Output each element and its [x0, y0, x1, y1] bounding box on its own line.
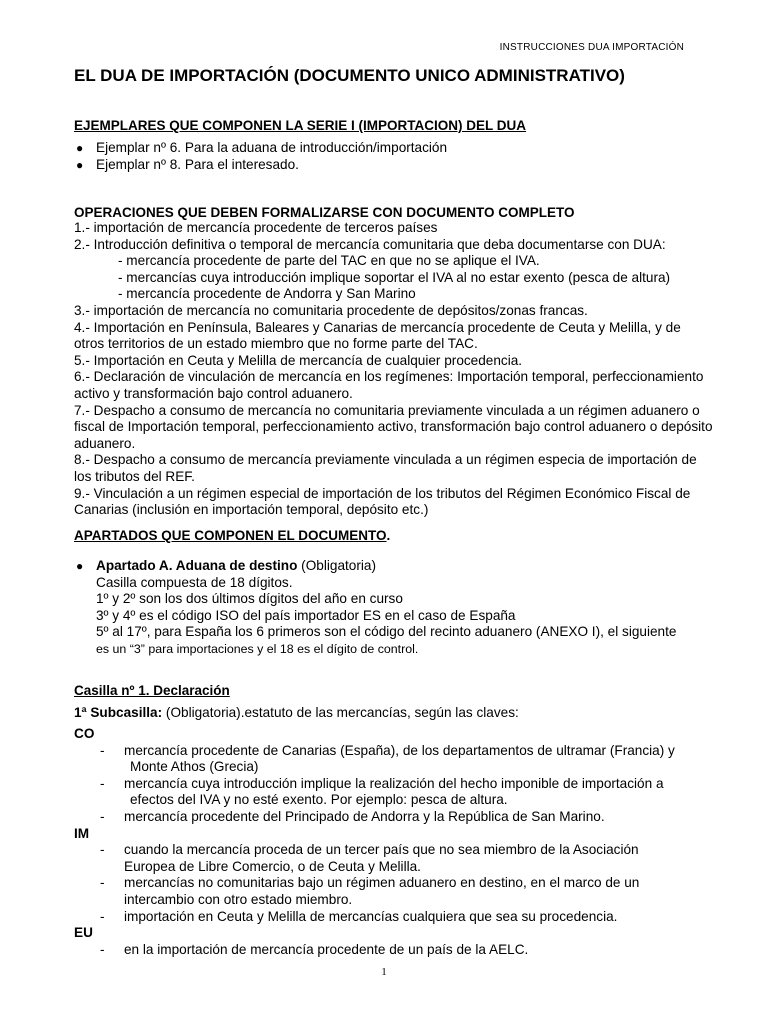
- list-item: - mercancía cuya introducción implique la realización del hecho imponible de importación a efectos del IVA y no esté exento. Por ejemplo: pesca de altura.: [100, 775, 664, 808]
- list-item: - importación en Ceuta y Melilla de mercancías cualquiera que sea su procedencia.: [100, 908, 618, 924]
- section-heading-ejemplares: EJEMPLARES QUE COMPONEN LA SERIE I (IMPORTACION) DEL DUA: [74, 118, 527, 133]
- list-item: 2.- Introducción definitiva o temporal de mercancía comunitaria que deba documentarse con DUA:: [74, 236, 666, 252]
- list-item: 3.- importación de mercancía no comunitaria procedente de depósitos/zonas francas.: [74, 302, 588, 318]
- list-item: - mercancías no comunitarias bajo un régimen aduanero en destino, en el marco de un intercambio con otro estado miembro.: [100, 875, 640, 907]
- list-item: - cuando la mercancía proceda de un tercer país que no sea miembro de la Asociación Europea de Libre Comercio, o de Ceuta y Melilla.: [100, 842, 639, 874]
- section-heading-casilla-1: Casilla nº 1. Declaración: [74, 683, 230, 698]
- section-heading-operaciones: OPERACIONES QUE DEBEN FORMALIZARSE CON DOCUMENTO COMPLETO: [74, 205, 575, 220]
- subcasilla-line: 1ª Subcasilla: (Obligatoria).estatuto de las mercancías, según las claves:: [74, 705, 519, 720]
- list-item: - mercancía procedente de Canarias (España), de los departamentos de ultramar (Francia) y Monte Athos (Grecia): [100, 742, 675, 775]
- code-label-eu: EU: [74, 925, 93, 941]
- apartado-note: (Obligatoria): [297, 558, 376, 573]
- list-item: 5.- Importación en Ceuta y Melilla de mercancía de cualquier procedencia.: [74, 352, 523, 368]
- code-label-im: IM: [74, 825, 90, 841]
- list-item: - en la importación de mercancía procedente de un país de la AELC.: [100, 941, 529, 957]
- apartado-title: Apartado A. Aduana de destino: [96, 558, 298, 573]
- document-title: EL DUA DE IMPORTACIÓN (DOCUMENTO UNICO ADMINISTRATIVO): [74, 66, 625, 85]
- running-header: INSTRUCCIONES DUA IMPORTACIÓN: [499, 42, 684, 53]
- bullet-icon: ●: [76, 141, 84, 155]
- ejemplares-list: [74, 140, 447, 173]
- list-item: - mercancía procedente del Principado de Andorra y la República de San Marino.: [100, 808, 605, 824]
- list-item: ● Ejemplar nº 6. Para la aduana de introducción/importación: [76, 140, 448, 155]
- apartado-a: ● Apartado A. Aduana de destino (Obligatoria) Casilla compuesta de 18 dígitos. 1º y 2º son los dos últimos dígitos del año en curso 3º y 4º es el código ISO del país importador ES en el caso de España 5º al 17º, para España los 6 primeros son el código del recinto aduanero (ANEXO I), el siguiente es un “3” para importaciones y el 18 es el dígito de control.: [76, 558, 677, 656]
- code-label-co: CO: [74, 726, 95, 741]
- bullet-icon: ●: [76, 157, 84, 172]
- section-heading-apartados: APARTADOS QUE COMPONEN EL DOCUMENTO.: [74, 528, 391, 543]
- list-item: 8.- Despacho a consumo de mercancía previamente vinculada a un régimen especia de importación de los tributos del REF.: [74, 452, 697, 484]
- list-item: - mercancía procedente de parte del TAC en que no se aplique el IVA.: [118, 253, 540, 269]
- list-item: ● Ejemplar nº 8. Para el interesado.: [76, 156, 299, 172]
- list-item: 6.- Declaración de vinculación de mercancía en los regímenes: Importación temporal, perfeccionamiento activo y transformación bajo control aduanero.: [74, 369, 704, 401]
- list-item: 7.- Despacho a consumo de mercancía no comunitaria previamente vinculada a un régimen aduanero o fiscal de Importación temporal, perfeccionamiento activo, transformación bajo control aduanero o depósito aduanero.: [74, 402, 713, 451]
- page-number: 1: [381, 966, 387, 978]
- operaciones-list: [74, 220, 714, 519]
- list-item: - mercancía procedente de Andorra y San Marino: [118, 286, 416, 302]
- codes-list: [74, 726, 714, 958]
- list-item: 1.- importación de mercancía procedente de terceros países: [74, 220, 438, 235]
- list-item: 9.- Vinculación a un régimen especial de importación de los tributos del Régimen Económico Fiscal de Canarias (inclusión en importación temporal, depósito etc.): [74, 485, 691, 518]
- bullet-icon: ●: [76, 559, 84, 573]
- list-item: 4.- Importación en Península, Baleares y Canarias de mercancía procedente de Ceuta y Melilla, y de otros territorios de un estado miembro que no forme parte del TAC.: [74, 319, 681, 352]
- list-item: - mercancías cuya introducción implique soportar el IVA al no estar exento (pesca de altura): [118, 269, 671, 285]
